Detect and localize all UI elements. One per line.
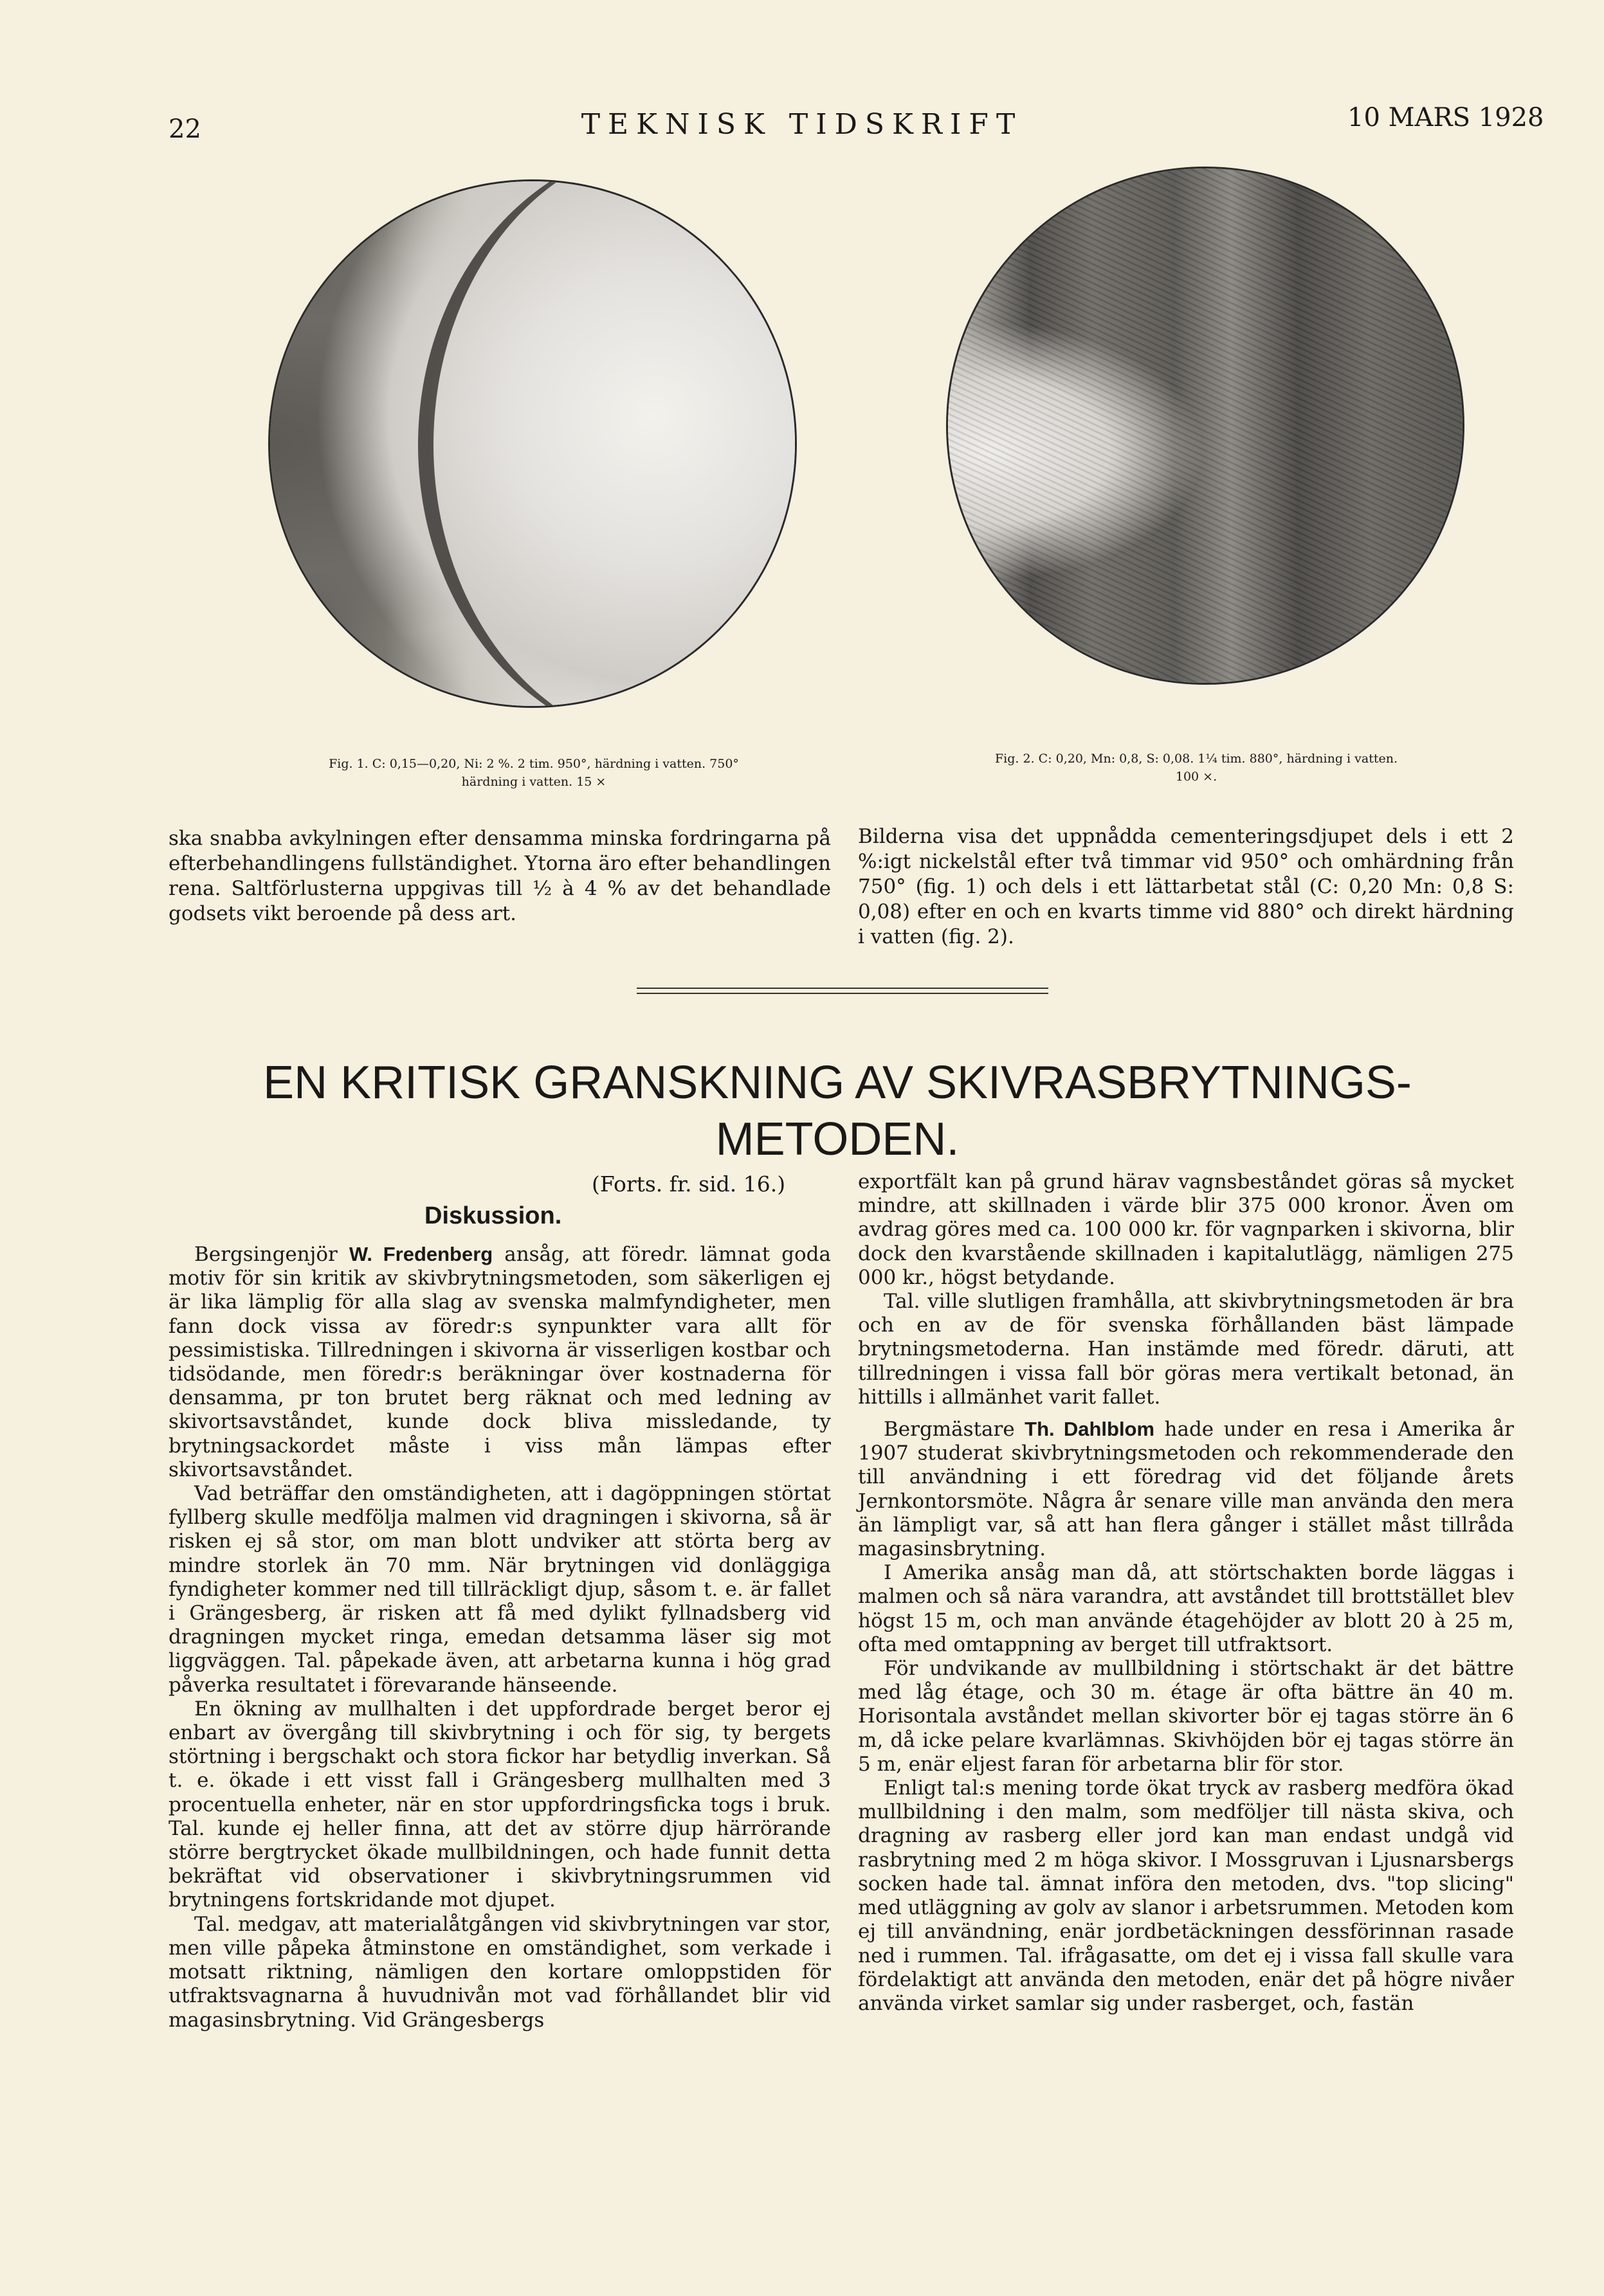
top-left-text: ska snabba avkylningen efter densamma minska fordringarna på efterbehandlingens fullständighet. Ytorna äro efter behandlingen rena. Saltförlusterna uppgivas till ½ à 4 % av det behandlade godsets vikt beroende på dess art. (169, 827, 831, 925)
figure-2-caption-line2: 100 ×. (1175, 770, 1217, 784)
paragraph: exportfält kan på grund härav vagnsbeståndet göras så mycket mindre, att skillnaden i värde blir 375 000 kronor. Även om avdrag göres med ca. 100 000 kr. för vagnparken i skivorna, blir dock den kvarstående skillnaden i kapitalutlägg, nämligen 275 000 kr., högst betydande. (858, 1170, 1514, 1289)
paragraph (858, 1417, 1514, 1561)
top-right-text: Bilderna visa det uppnådda cementeringsdjupet dels i ett 2 %:igt nickelstål efter två timmar vid 950° och omhärdning från 750° (fig. 1) och dels i ett lättarbetat stål (C: 0,20 Mn: 0,8 S: 0,08) efter en och en kvarts timme vid 880° och direkt härdning i vatten (fig. 2). (858, 825, 1514, 948)
figure-1-caption-line2: härdning i vatten. 15 × (461, 775, 606, 789)
paragraph-text: ansåg, att föredr. lämnat goda motiv för sin kritik av skivbrytningsmetoden, som säkerligen ej är lika lämplig för alla slag av svenska malmfyndigheter, men fann dock vissa av föredr:s synpunkter vara allt för pessimistiska. Tillredningen i skivorna är visserligen kostbar och tidsödande, men föredr:s beräkningar över kostnaderna för densamma, pr ton brutet berg räknat och med ledning av skivortsavståndet, kunde dock bliva missledande, ty brytningsackordet måste i viss mån lämpas efter skivortsavståndet. (169, 1243, 831, 1481)
figure-2-caption-line1: Fig. 2. C: 0,20, Mn: 0,8, S: 0,08. 1¼ tim. 880°, härdning i vatten. (994, 752, 1398, 766)
right-column (858, 1170, 1514, 2016)
paragraph (169, 1242, 831, 1482)
paragraph: Enligt tal:s mening torde ökat tryck av rasberg medföra ökad mullbildning i den malm, som medföljer till nästa skiva, och dragning av rasberg eller jord kan man endast undgå vid rasbrytning med 2 m höga skivor. I Mossgruvan i Ljusnarsbergs socken hade tal. ämnat införa den metoden, dvs. "top slicing" med utläggning av golv av slanor i arbetsrummen. Metoden kom ej till användning, enär jordbetäckningen dessförinnan rasade ned i rummen. Tal. ifrågasatte, om det ej i vissa fall skulle vara fördelaktigt att använda den metoden, enär det på högre nivåer använda virket samlar sig under rasberget, och, fastän (858, 1776, 1514, 2015)
issue-date: 10 MARS 1928 (1347, 103, 1544, 132)
figure-2-caption (907, 750, 1486, 786)
figure-1-caption (254, 755, 814, 791)
paragraph: Tal. medgav, att materialåtgången vid skivbrytningen var stor, men ville påpeka åtminstone en omständighet, som verkade i motsatt riktning, nämligen den kortare omloppstiden för utfraktsvagnarna å huvudnivån mot vad förhållandet blir vid magasinsbrytning. Vid Grängesbergs (169, 1912, 831, 2032)
continued-note: (Forts. fr. sid. 16.) (592, 1171, 786, 1197)
paragraph-lead: Bergmästare (884, 1418, 1025, 1442)
page-number: 22 (169, 114, 201, 144)
paragraph-text: hade under en resa i Amerika år 1907 studerat skivbrytningsmetoden och rekommenderade den till användning i ett föredrag vid det följande årets Jernkontorsmöte. Några år senare ville man använda den mera än lämpligt var, så att han flera gånger i stället måst tillråda magasinsbrytning. (858, 1418, 1514, 1561)
section-divider (637, 988, 1048, 989)
figure-1-micrograph (270, 181, 795, 706)
article-title: EN KRITISK GRANSKNING AV SKIVRASBRYTNINGS-METODEN. (263, 1057, 1412, 1165)
paragraph: Vad beträffar den omständigheten, att i dagöppningen störtat fyllberg skulle medfölja malmen vid dragningen i skivorna, så är risken ej så stor, om man blott undviker att störta berg av mindre storlek än 70 mm. När brytningen vid donläggiga fyndigheter kommer ned till tillräckligt djup, såsom t. e. är fallet i Grängesberg, är risken att få med dylikt fyllnadsberg vid dragningen mycket ringa, emedan detsamma läser sig mot liggväggen. Tal. påpekade även, att arbetarna kunna i hög grad påverka resultatet i förevarande hänseende. (169, 1482, 831, 1697)
section-heading: Diskussion. (424, 1202, 562, 1229)
speaker-name: W. Fredenberg (349, 1243, 493, 1265)
top-left-paragraph (169, 826, 831, 927)
paragraph: Tal. ville slutligen framhålla, att skivbrytningsmetoden är bra och en av de för svenska förhållanden bäst lämpade brytningsmetoderna. Han instämde med föredr. däruti, att tillredningen i vissa fall bör göras mera vertikalt betonad, än hittills i allmänhet varit fallet. (858, 1290, 1514, 1409)
journal-title: TEKNISK TIDSKRIFT (581, 108, 1023, 141)
paragraph: För undvikande av mullbildning i störtschakt är det bättre med låg étage, och 30 m. étage är ofta bättre än 40 m. Horisontala avståndet mellan skivorter bör ej tagas större än 6 m, då icke pelare kvarlämnas. Skivhöjden bör ej tagas större än 5 m, enär eljest faran för arbetarna blir för stor. (858, 1657, 1514, 1776)
paragraph: I Amerika ansåg man då, att störtschakten borde läggas i malmen och så nära varandra, att avståndet till brottstället blev högst 15 m, och man använde étagehöjder av blott 20 à 25 m, ofta med omtappning av berget till utfraktsort. (858, 1561, 1514, 1656)
figure-2-micrograph (948, 168, 1463, 683)
paragraph: En ökning av mullhalten i det uppfordrade berget beror ej enbart av övergång till skivbrytning i och för sig, ty bergets störtning i bergschakt och stora fickor har betydlig inverkan. Så t. e. ökade i ett visst fall i Grängesberg mullhalten med 3 procentuella enheter, när en stor uppfordringsficka togs i bruk. Tal. kunde ej heller finna, att det av större djup härrörande större bergtrycket ökade mullbildningen, och hade funnit detta bekräftat vid observationer i skivbrytningsrummen vid brytningens fortskridande mot djupet. (169, 1697, 831, 1912)
top-right-paragraph (858, 824, 1514, 950)
section-divider (637, 993, 1048, 994)
figure-1-caption-line1: Fig. 1. C: 0,15—0,20, Ni: 2 %. 2 tim. 950°, härdning i vatten. 750° (329, 757, 739, 771)
paragraph-lead: Bergsingenjör (194, 1243, 349, 1266)
left-column (169, 1242, 831, 2032)
speaker-name: Th. Dahlblom (1025, 1418, 1155, 1441)
